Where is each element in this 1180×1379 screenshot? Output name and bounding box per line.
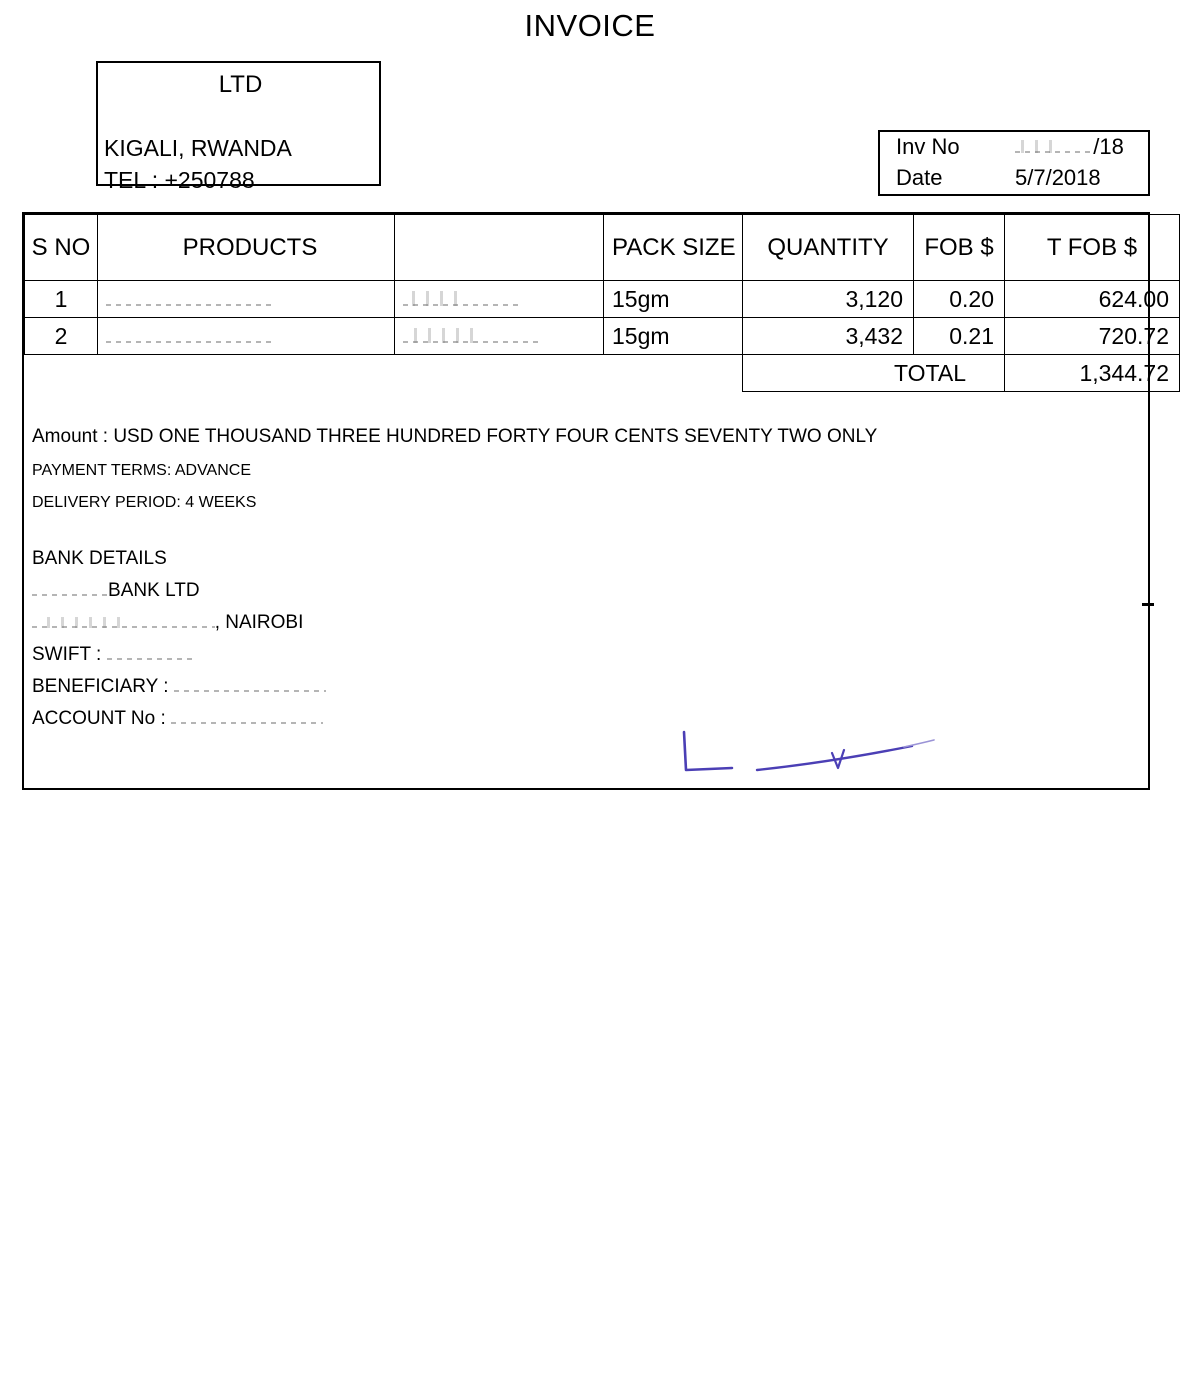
column-header-sno: S NO	[25, 215, 98, 281]
column-header-products: PRODUCTS	[98, 215, 395, 281]
bank-branch-suffix: , NAIROBI	[214, 612, 304, 633]
bank-details-title: BANK DETAILS	[32, 548, 167, 569]
total-value: 1,344.72	[1005, 355, 1180, 392]
border-tick-mark	[1142, 603, 1154, 606]
payment-terms: PAYMENT TERMS: ADVANCE	[32, 462, 252, 479]
row-1-fob: 0.20	[914, 281, 1005, 318]
invoice-meta-box	[878, 130, 1150, 196]
delivery-period: DELIVERY PERIOD: 4 WEEKS	[32, 494, 257, 511]
table-row	[25, 281, 1180, 318]
invoice-number-suffix: /18	[1093, 134, 1124, 159]
bank-name-line	[32, 580, 1132, 602]
company-name: LTD	[218, 71, 263, 98]
line-items-table	[24, 214, 1180, 392]
invoice-date-value: 5/7/2018	[1015, 165, 1101, 190]
invoice-number-label: Inv No	[896, 134, 960, 159]
invoice-date-label: Date	[896, 165, 943, 190]
company-info-box	[96, 61, 381, 193]
row-2-description-redacted	[403, 323, 541, 350]
row-1-product-redacted	[106, 286, 273, 313]
row-2-pack-size: 15gm	[604, 318, 743, 355]
total-label: TOTAL	[743, 355, 1005, 392]
invoice-number-row	[880, 134, 1152, 165]
column-header-quantity: QUANTITY	[743, 215, 914, 281]
row-2-sno: 2	[25, 318, 98, 355]
row-2-product-redacted	[106, 323, 273, 350]
row-2-description	[395, 318, 604, 355]
bank-branch-line	[32, 612, 1132, 634]
bank-swift-label: SWIFT :	[32, 644, 102, 665]
column-header-description	[395, 215, 604, 281]
row-2-fob: 0.21	[914, 318, 1005, 355]
bank-account-line	[32, 708, 1132, 730]
bank-swift-redacted	[107, 644, 196, 666]
total-row-spacer	[25, 355, 743, 392]
row-2-total-fob: 720.72	[1005, 318, 1180, 355]
bank-name-redacted	[32, 580, 108, 602]
row-2-quantity: 3,432	[743, 318, 914, 355]
row-1-sno: 1	[25, 281, 98, 318]
row-2-product	[98, 318, 395, 355]
column-header-fob: FOB $	[914, 215, 1005, 281]
company-telephone: TEL : +250788	[104, 167, 255, 193]
table-row	[25, 318, 1180, 355]
bank-account-redacted	[171, 708, 323, 730]
bank-branch-redacted	[32, 612, 215, 634]
row-1-total-fob: 624.00	[1005, 281, 1180, 318]
table-header-row	[25, 215, 1180, 281]
bank-beneficiary-line	[32, 676, 1132, 698]
invoice-number-value	[1015, 134, 1124, 160]
table-total-row	[25, 355, 1180, 392]
bank-beneficiary-redacted	[174, 676, 326, 698]
row-1-description	[395, 281, 604, 318]
invoice-body-box	[22, 212, 1169, 790]
invoice-number-redacted	[1015, 134, 1093, 160]
page-title: INVOICE	[524, 8, 656, 43]
bank-swift-line	[32, 644, 1132, 666]
bank-account-label: ACCOUNT No :	[32, 708, 166, 729]
column-header-total-fob: T FOB $	[1005, 215, 1180, 281]
bank-beneficiary-label: BENEFICIARY :	[32, 676, 169, 697]
row-1-product	[98, 281, 395, 318]
invoice-notes	[32, 426, 1132, 740]
row-1-pack-size: 15gm	[604, 281, 743, 318]
invoice-date-row	[880, 165, 1152, 196]
row-1-quantity: 3,120	[743, 281, 914, 318]
company-city: KIGALI, RWANDA	[104, 135, 292, 161]
bank-name-suffix: BANK LTD	[108, 580, 200, 601]
column-header-pack-size: PACK SIZE	[604, 215, 743, 281]
row-1-description-redacted	[403, 286, 518, 313]
amount-in-words: Amount : USD ONE THOUSAND THREE HUNDRED FORTY FOUR CENTS SEVENTY TWO ONLY	[32, 426, 878, 447]
